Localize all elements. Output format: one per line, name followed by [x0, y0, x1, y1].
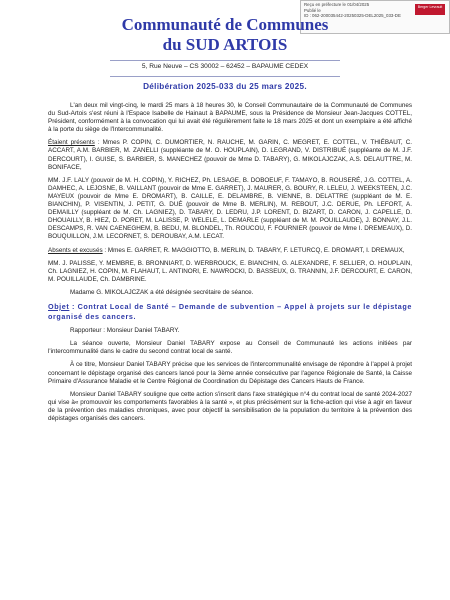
objet-heading	[48, 302, 412, 321]
objet-text: : Contrat Local de Santé – Demande de subvention – Appel à projets sur le dépistage organisé des cancers.	[48, 301, 412, 321]
secretary-paragraph: Madame G. MIKOLAJCZAK a été désignée secrétaire de séance.	[70, 288, 254, 296]
stamp-received: Reçu en préfecture le 01/04/2025	[304, 2, 370, 7]
paragraph-1: La séance ouverte, Monsieur Daniel TABARY expose au Conseil de Communauté les actions initiées par l'intercommunalité dans le cadre du second contrat local de santé.	[48, 340, 412, 356]
address-divider	[110, 76, 340, 77]
absents-women: : Mmes E. GARRET, R. MAGGIOTTO, B. MERLIN, D. TABARY, F. LETURCQ, E. DROMART, I. DREMAUX,	[102, 246, 405, 254]
header-divider	[110, 60, 340, 61]
stamp-id: ID : 062-200035442-20250325-DEL2025_033-DE	[304, 13, 401, 19]
header-address: 5, Rue Neuve – CS 30002 – 62452 – BAPAUME CEDEX	[141, 63, 309, 70]
paragraph-3: Monsieur Daniel TABARY souligne que cette action s'inscrit dans l'axe stratégique n°4 du contrat local de santé 2024-2027 qui vise à« promouvoir les comportements favorables à la santé », et plus précisément sur la fiche-action qui vise à agir en faveur de la prévention des maladies chroniques, avec pour objectif la sensibilisation de la population du territoire à la prévention des dépistages organisés des cancers.	[48, 390, 412, 422]
presents-men-paragraph: MM. J.F. LALY (pouvoir de M. H. COPIN), Y. RICHEZ, Ph. LESAGE, B. DOBOEUF, F. TAMAYO, B. ROUSERÉ, J.G. COTTEL, A. DAMHEC, A. LEJOSNE, B. VAILLANT (pouvoir de Mme E. GARRET), J. MAURER, G. BOURY, R. LELEU, J. WEEKSTEEN, J.C. MAYEUX (pouvoir de Mme E. DROMART), B. CAILLE, E. DELAMBRE, B. VIENNE, B. DELATTRE (suppléant de M. E. BIANCHIN), P. VISENTIN, J. PETIT, G. DUÉ (pouvoir de Mme B. MERLIN), M. REBOUT, J.C. DERUE, Ph. LEFORT, A. DEMAILLY (suppléant de M. Ch. LAGNIEZ), D. TABARY, D. LEDRU, J.P. LORENT, D. BIZART, D. CARON, J. CAPELLE, D. DHOUAILLY, B. HIEZ, D. PORET, M. LALISSE, P. WELELE, L. DEMARLE (suppléant de M. M. POUILLAUDE), J. BONNAY, J.L. DESCAMPS, R. VAN CAENEGHEM, B. BEDU, M. BLONDEL, Th. ROUCOU, F. FOURNIER (pouvoir de Mme I. DREMEAUX), D. BOUQUILLON, J.M. LECORNET, S. DEROUBAY, A.M. LECAT.	[48, 176, 412, 241]
header-title-line1: Communauté de Communes	[121, 15, 329, 34]
header-title-line2: du SUD ARTOIS	[162, 35, 288, 54]
deliberation-title: Délibération 2025-033 du 25 mars 2025.	[143, 82, 307, 91]
absents-label: Absents et excusés	[48, 246, 103, 254]
stamp-published: Publié le	[304, 7, 321, 13]
absents-paragraph	[48, 247, 412, 255]
paragraph-2: À ce titre, Monsieur Daniel TABARY précise que les services de l'intercommunalité envisage de répondre à l'appel à projet concernant le dépistage organisé des cancers lancé pour la 3ème année consécutive par l'agence Régionale de Santé, la Caisse Primaire d'Assurance Maladie et le Centre Régional de Coordination du Dépistage des Cancers Hauts de France.	[48, 361, 412, 385]
berger-levrault-logo: Berger Levrault	[415, 4, 445, 15]
presents-paragraph	[48, 139, 412, 171]
intro-paragraph: L'an deux mil vingt-cinq, le mardi 25 mars à 18 heures 30, le Conseil Communautaire de la Communauté de Communes du Sud-Artois s'est réuni à l'Espace Isabelle de Hainaut à BAPAUME, sous la Présidence de Monsieur Jean-Jacques COTTEL, Président, conformément à la convocation qui lui avait été régulièrement faite le 18 mars 2025 et dont un exemplaire a été affiché à la porte du siège de l'Intercommunalité.	[48, 102, 412, 134]
document-body	[48, 102, 412, 428]
presents-label: Étaient présents	[48, 139, 95, 147]
document-header	[0, 15, 450, 55]
presents-women: : Mmes P. COPIN, C. DUMORTIER, N. RAUCHE, M. GARIN, C. MEGRET, E. COTTEL, V. THIÉBAUT, C. ACCART, A.M. BARBIER, M. ZANELLI (suppléante de M. O. HOUPLAIN), D. LEGRAND, V. DISTRIBUÉ (suppléante de M. J.F. DERCOURT), I. GUISE, S. BARBIER, S. MANECHEZ (pouvoir de Mme D. TABARY), G. MIKOLAJCZAK, A.S. DELAUTTRE, M. BONIFACE,	[48, 139, 412, 171]
absents-men-paragraph: MM. J. PALISSE, Y. MEMBRE, B. BRONNIART, D. WERBROUCK, E. BIANCHIN, G. ALEXANDRE, F. SELLIER, O. HOUPLAIN, Ch. LAGNIEZ, H. COPIN, M. FLAHAUT, L. ANTINORI, E. NAWROCKI, D. BASSEUX, G. TRANNIN, J.F. DERCOURT, E. CARON, M. POUILLAUDE, Ch. DAMBRINE.	[48, 259, 412, 283]
objet-label: Objet	[48, 301, 70, 311]
rapporteur-line: Rapporteur : Monsieur Daniel TABARY.	[70, 327, 180, 335]
